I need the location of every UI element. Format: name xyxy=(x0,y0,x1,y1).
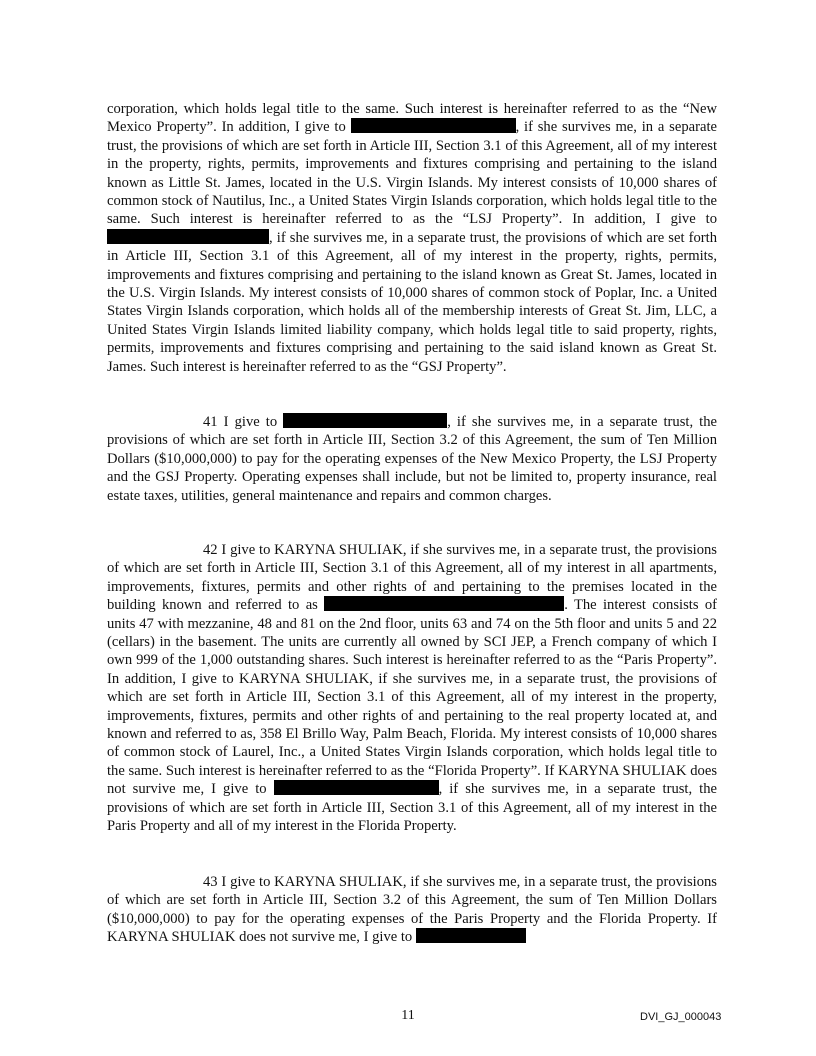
paragraph-number: 41 xyxy=(203,414,218,430)
text-segment: corporation, which holds legal title to the same. Such interest is hereinafter referred to as the “New Mexico Property”. In addition, I give to xyxy=(107,101,717,136)
redaction-block xyxy=(283,413,447,428)
text-segment: , if she survives me, in a separate trust, the provisions of which are set forth in Article III, Section 3.1 of this Agreement, all of my interest in the property, rights, permits, improvements and fixtures comprising and pertaining to the island known as Little St. James, located in the U.S. Virgin Islands. My interest consists of 10,000 shares of common stock of Nautilus, Inc., a United States Virgin Islands corporation, which holds legal title to the same. Such interest is hereinafter referred to as the “LSJ Property”. In addition, I give to xyxy=(107,119,717,228)
paragraph-number: 43 xyxy=(203,874,218,890)
page-number: 11 xyxy=(401,1008,415,1023)
redaction-block xyxy=(107,229,269,244)
text-segment: , if she survives me, in a separate trust, the provisions of which are set forth in Article III, Section 3.2 of this Agreement, the sum of Ten Million Dollars ($10,000,000) to pay for the operating expenses of the New Mexico Property, the LSJ Property and the GSJ Property. Operating expenses shall include, but not be limited to, property insurance, real estate taxes, utilities, general maintenance and repairs and common charges. xyxy=(107,414,717,504)
redaction-block xyxy=(324,596,564,611)
text-segment: I give to KARYNA SHULIAK, if she survives me, in a separate trust, the provisions of which are set forth in Article III, Section 3.1 of this Agreement, all of my interest in all apartments, improvements, fixtures, permits and other rights of and pertaining to the premises located in the building known and referred to as xyxy=(107,542,717,614)
paragraph-number: 42 xyxy=(203,542,218,558)
redaction-block xyxy=(274,780,439,795)
paragraph-43 xyxy=(107,873,717,947)
text-segment: . The interest consists of units 47 with mezzanine, 48 and 81 on the 2nd floor, units 63 and 74 on the 5th floor and units 5 and 22 (cellars) in the basement. The units are currently all owned by SCI JEP, a French company of which I own 999 of the 1,000 outstanding shares. Such interest is hereinafter referred to as the “Paris Property”. In addition, I give to KARYNA SHULIAK, if she survives me, in a separate trust, the provisions of which are set forth in Article III, Section 3.1 of this Agreement, all of my interest in the property, improvements, fixtures, permits and other rights of and pertaining to the real property located at, and known and referred to as, 358 El Brillo Way, Palm Beach, Florida. My interest consists of 10,000 shares of common stock of Laurel, Inc., a United States Virgin Islands corporation, which holds legal title to the same. Such interest is hereinafter referred to as the “Florida Property”. If KARYNA SHULIAK does not survive me, I give to xyxy=(107,597,718,798)
redaction-block xyxy=(351,118,516,133)
text-segment: I give to KARYNA SHULIAK, if she survives me, in a separate trust, the provisions of which are set forth in Article III, Section 3.2 of this Agreement, the sum of Ten Million Dollars ($10,000,000) to pay for the operating expenses of the Paris Property and the Florida Property. If KARYNA SHULIAK does not survive me, I give to xyxy=(107,874,717,946)
bates-number: DVI_GJ_000043 xyxy=(640,1011,722,1023)
text-segment: , if she survives me, in a separate trust, the provisions of which are set forth in Article III, Section 3.1 of this Agreement, all of my interest in the Paris Property and all of my interest in the Florida Property. xyxy=(107,781,717,835)
paragraph-continuation xyxy=(107,100,717,376)
text-segment: I give to xyxy=(217,414,284,430)
redaction-block xyxy=(416,928,526,943)
text-segment: , if she survives me, in a separate trust, the provisions of which are set forth in Article III, Section 3.1 of this Agreement, all of my interest in the property, rights, permits, improvements and fixtures comprising and pertaining to the island known as Great St. James, located in the U.S. Virgin Islands. My interest consists of 10,000 shares of common stock of Poplar, Inc. a United States Virgin Islands corporation, which holds all of the membership interests of Great St. Jim, LLC, a United States Virgin Islands limited liability company, which holds legal title to said property, rights, permits, improvements and fixtures comprising and pertaining to the said island known as Great St. James. Such interest is hereinafter referred to as the “GSJ Property”. xyxy=(107,229,717,375)
paragraph-41 xyxy=(107,413,717,505)
paragraph-42 xyxy=(107,541,717,836)
